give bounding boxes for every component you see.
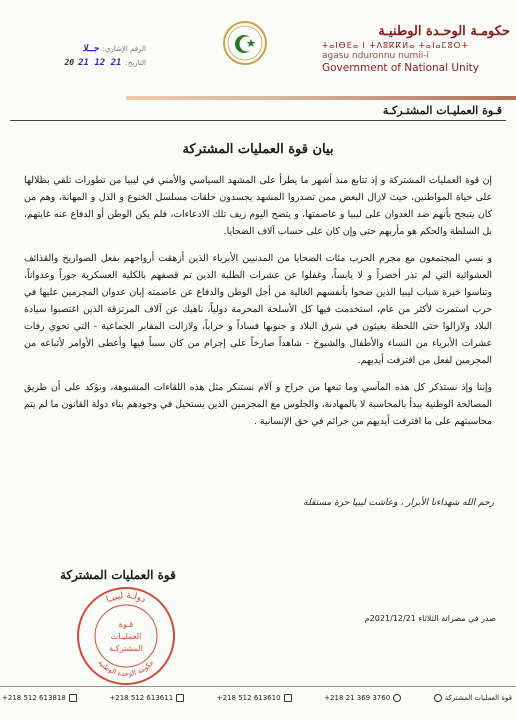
issued-place-date: صدر في مصراتة الثلاثاء 2021/12/21م bbox=[364, 614, 496, 623]
reference-value: جـلا bbox=[82, 44, 99, 54]
phone-1-text: +218 512 613818 bbox=[2, 694, 66, 702]
government-name-amazigh: agasu nduronnu numii-i bbox=[322, 51, 430, 61]
statement-body bbox=[24, 172, 492, 440]
phone-icon bbox=[69, 694, 77, 702]
footer-divider bbox=[0, 686, 516, 687]
phone-icon bbox=[176, 694, 184, 702]
phone-icon bbox=[393, 694, 401, 702]
statement-title: بيان قوة العمليات المشتركة bbox=[182, 142, 334, 157]
stamp-line-2: العمليـات bbox=[110, 632, 142, 641]
date-value: 21 12 21 bbox=[78, 58, 122, 68]
closing-line: رحم الله شهداءنا الأبرار ، وعاشت ليبيا حرة مستقلة bbox=[303, 498, 494, 508]
svg-text:حكومة الوحدة الوطنية bbox=[96, 658, 155, 678]
date-year-prefix: 20 bbox=[64, 58, 75, 67]
signature-title: قوة العمليات المشتركة bbox=[60, 568, 176, 582]
stamp-line-3: المشتركـة bbox=[109, 644, 143, 653]
footer-contacts bbox=[2, 692, 512, 704]
header-divider bbox=[10, 120, 506, 121]
official-stamp bbox=[74, 584, 178, 688]
reference-row bbox=[6, 44, 146, 58]
phone-3-text: +218 512 613610 bbox=[216, 694, 281, 702]
footer-phone-4 bbox=[324, 694, 401, 702]
stamp-bottom-text: حكومة الوحدة الوطنية bbox=[96, 658, 156, 679]
fax-icon bbox=[284, 694, 292, 702]
email-icon bbox=[434, 694, 442, 702]
crescent-star-emblem-icon bbox=[222, 20, 268, 66]
footer-phone-2 bbox=[109, 694, 184, 702]
government-name-arabic: حكومـة الوحـدة الوطنيـة bbox=[378, 24, 510, 39]
body-paragraph: و نسي المجتمعون مع مجرم الحرب مئات الضحايا من المدنيين الأبرياء الذين أزهقت أرواحهم بفعل الصواريخ والقذائف العشوائية التي لم تذر أخضراً و لا يابساً، وغفلوا عن عشرات الطلبة الذين تم قصفهم بالكلية العسكرية جوراً وعدواناً، وتناسوا خيرة شباب ليبيا الذين ضحوا بأنفسهم الغالية من أجل الوطن والدفاع عن عاصمته إبان عدوان المجرمين عليها في حرب استمرت لأكثر من عام، استخدمت فيها كل الأسلحة المحرمة دولياً، ناهيك عن آلاف المرتزقة الذين اغتصبوا سيادة البلاد ولازالوا حتى اللحظة يعيثون في شرق البلاد و جنوبها فساداً و خراباً، ولازالت المقابر الجماعية - التي تحوي رفات عشرات الأبرياء من النساء والأطفال والشيوخ - شاهداً صارخاً على إجرام من كان سبباً فيها وأعطى الأوامر لأتباعه من المجرمين لفعل من اقترفت أيديهم. bbox=[24, 253, 492, 366]
footer-email bbox=[434, 694, 512, 702]
phone-4-text: +218 21 369 3760 bbox=[324, 694, 391, 702]
date-label: التاريخ: bbox=[125, 59, 146, 67]
footer-phone-1 bbox=[2, 694, 77, 702]
reference-block bbox=[6, 44, 146, 72]
phone-2-text: +218 512 613611 bbox=[109, 694, 174, 702]
body-paragraph: إن قوة العمليات المشتركة و إذ تتابع منذ أشهر ما يطرأ على المشهد السياسي والأمني في ليبيا من تطورات تلقي بظلالها على حياة المواطنين، حيث لازال البعض ممن تصدروا المشهد يجسدون حلقات مسلسل الخنوع و الذل و المهانة، وهم من كان يتبجح بأنهم ضد العدوان على ليبيا و عاصمتها، و يتضح اليوم زيف تلك الادعاءات، فلم يكن الوطن أو الدفاع عنه غايتهم، بل السلطة والحكم هو مأربهم حتى وإن كان على حساب آلاف الضحايا. bbox=[24, 175, 492, 237]
body-paragraph: وإننا وإذ نستذكر كل هذه المآسي وما تبعها من جراح و آلام نستنكر مثل هذه اللقاءات المشبوهة، ونؤكد على أن طريق المصالحة الوطنية يبدأ بالمحاسبة لا بالمهادنة، والجلوس مع المجرمين الذين يستحيل في وجودهم بناء دولة القانون ما لم يتم محاسبتهم على ما اقترفت أيديهم من جرائم في حق الإنسانية . bbox=[24, 382, 492, 427]
email-label: قوة العمليات المشتركة bbox=[444, 694, 512, 702]
header-color-band bbox=[126, 96, 516, 100]
government-name-tifinagh: ⵜⴰⵏⴱⴹⴰ ⵏ ⵜⴷⵓⴽⴽⵍⴰ ⵜⴰⵏⴰⵎⵓⵔⵜ bbox=[322, 41, 469, 50]
svg-text:دولـة ليبيـا bbox=[105, 591, 147, 605]
reference-label: الرقم الإشاري: bbox=[102, 45, 146, 53]
footer-phone-3 bbox=[217, 694, 292, 702]
department-name: قـوة العمليـات المشتـركـة bbox=[382, 104, 502, 117]
government-name-block bbox=[322, 24, 510, 74]
date-row bbox=[6, 58, 146, 72]
stamp-line-1: قـوة bbox=[118, 620, 134, 629]
government-name-english: Government of National Unity bbox=[322, 62, 479, 74]
stamp-top-text: دولـة ليبيـا bbox=[104, 590, 148, 606]
